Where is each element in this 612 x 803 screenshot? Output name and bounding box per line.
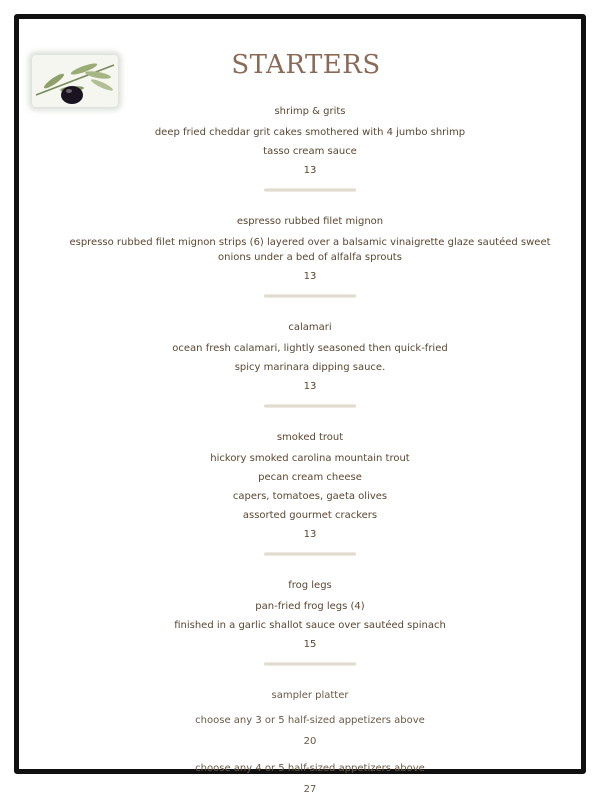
item-price: 13 — [303, 165, 317, 176]
sampler-option2: choose any 4 or 5 half-sized appetizers above — [195, 763, 425, 774]
item-description: pan-fried frog legs (4) — [255, 601, 365, 612]
item-price: 13 — [303, 381, 317, 392]
sampler-name: sampler platter — [271, 690, 349, 701]
item-name: frog legs — [288, 580, 332, 591]
item-name: smoked trout — [276, 432, 344, 443]
item-price: 13 — [303, 271, 317, 282]
item-description: pecan cream cheese — [258, 472, 362, 483]
divider — [264, 188, 356, 192]
item-price: 15 — [303, 639, 317, 650]
item-description: assorted gourmet crackers — [242, 510, 378, 521]
item-name: espresso rubbed filet mignon — [236, 216, 384, 227]
item-description: tasso cream sauce — [263, 146, 357, 157]
divider — [264, 552, 356, 556]
item-price: 13 — [303, 529, 317, 540]
item-name: calamari — [288, 322, 332, 333]
menu-item — [60, 320, 560, 408]
item-description: espresso rubbed filet mignon strips (6) layered over a balsamic vinaigrette glaze sautéed sweet onions under a bed of alfalfa sprouts — [69, 237, 551, 263]
sampler-section — [60, 688, 560, 797]
menu-list — [60, 104, 560, 803]
item-description: finished in a garlic shallot sauce over sautéed spinach — [174, 620, 446, 631]
menu-item — [60, 430, 560, 556]
item-name: shrimp & grits — [274, 106, 346, 117]
menu-item — [60, 214, 560, 298]
sampler-option1: choose any 3 or 5 half-sized appetizers above — [195, 715, 425, 726]
item-description: ocean fresh calamari, lightly seasoned then quick-fried — [172, 343, 448, 354]
divider — [264, 404, 356, 408]
divider — [264, 662, 356, 666]
menu-item — [60, 578, 560, 666]
item-description: spicy marinara dipping sauce. — [234, 362, 386, 373]
item-description: deep fried cheddar grit cakes smothered with 4 jumbo shrimp — [154, 127, 466, 138]
sampler-price1: 20 — [303, 736, 317, 747]
menu-item — [60, 104, 560, 192]
page-title: STARTERS — [231, 50, 381, 80]
item-description: hickory smoked carolina mountain trout — [210, 453, 410, 464]
sampler-price2: 27 — [303, 784, 317, 795]
item-description: capers, tomatoes, gaeta olives — [232, 491, 388, 502]
divider — [264, 294, 356, 298]
